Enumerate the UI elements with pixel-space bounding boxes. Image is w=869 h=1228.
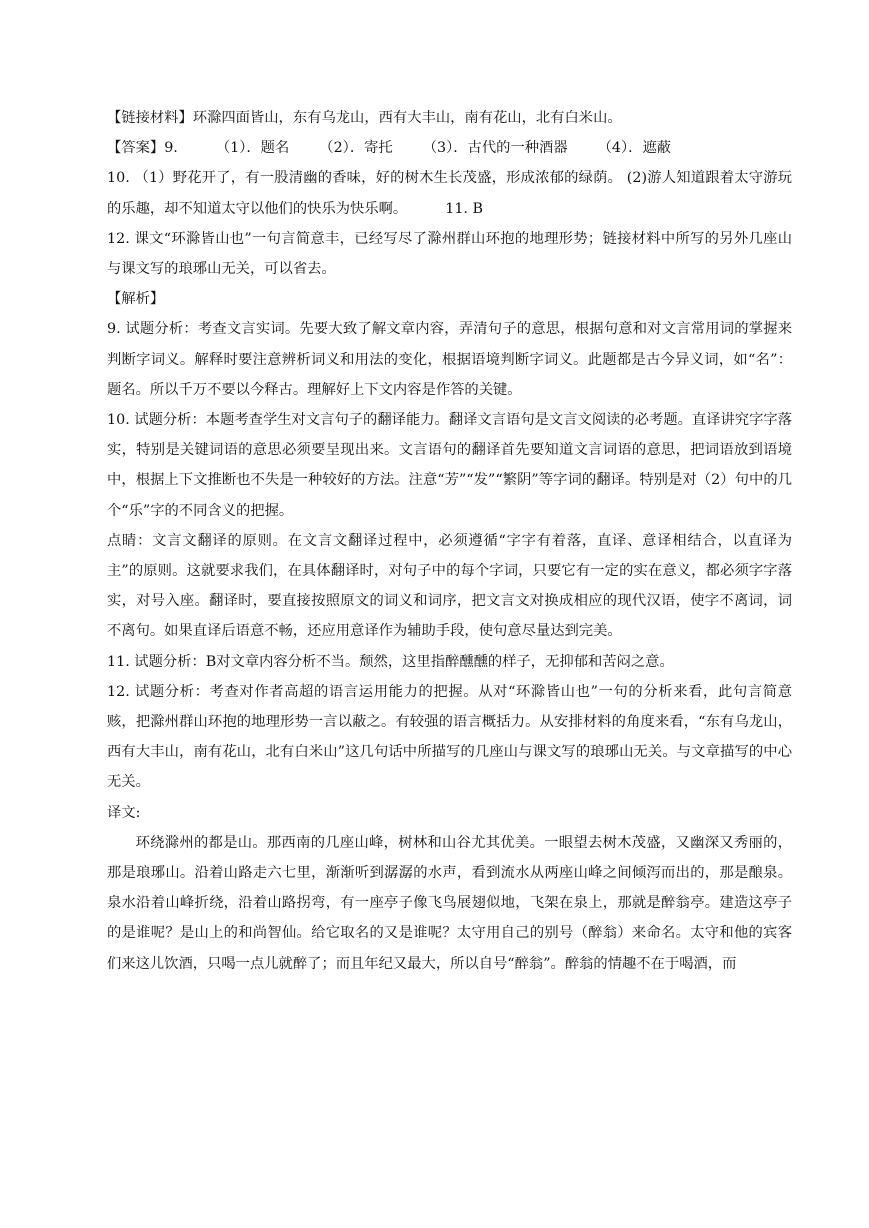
answer-paragraph (107, 133, 792, 163)
analysis-q12-paragraph: 12. 试题分析：考查对作者高超的语言运用能力的把握。从对“环滁皆山也”一句的分析来看，此句言简意赅，把滁州群山环抱的地理形势一言以蔽之。有较强的语言概括力。从安排材料的角度来看，“东有乌龙山，西有大丰山，南有花山，北有白米山”这几句话中所描写的几座山与课文写的琅琊山无关。与文章描写的中心无关。 (107, 683, 792, 791)
analysis-tip-paragraph: 点睛：文言文翻译的原则。在文言文翻译过程中，必须遵循“字字有着落，直译、意译相结合，以直译为主”的原则。这就要求我们，在具体翻译时，对句子中的每个字词，只要它有一定的实在意义，都必须字字落实，对号入座。翻译时，要直接按照原文的词义和词序，把文言文对换成相应的现代汉语，使字不离词，词不离句。如果直译后语意不畅，还应用意译作为辅助手段，使句意尽量达到完美。 (107, 532, 792, 640)
link-material-text: 环滁四面皆山，东有乌龙山，西有大丰山，南有花山，北有白米山。 (192, 110, 622, 126)
answer-q9-number: 9. (164, 140, 178, 157)
analysis-q10-paragraph: 10. 试题分析：本题考查学生对文言句子的翻译能力。翻译文言语句是文言文阅读的必考题。直译讲究字字落实，特别是关键词语的意思必须要呈现出来。文言语句的翻译首先要知道文言词语的意思，把词语放到语境中，根据上下文推断也不失是一种较好的方法。注意“芳”“发”“繁阴”等字词的翻译。特别是对（2）句中的几个“乐”字的不同含义的把握。 (107, 412, 792, 519)
link-material-paragraph (107, 103, 792, 133)
answer-q10-text: 10. （1）野花开了，有一股清幽的香味，好的树木生长茂盛，形成浓郁的绿荫。 (2)游人知道跟着太守游玩的乐趣，却不知道太守以他们的快乐为快乐啊。 (107, 170, 792, 217)
translation-paragraph: 环绕滁州的都是山。那西南的几座山峰，树林和山谷尤其优美。一眼望去树木茂盛，又幽深又秀丽的，那是琅琊山。沿着山路走六七里，渐渐听到潺潺的水声，看到流水从两座山峰之间倾泻而出的，那是酿泉。泉水沿着山峰折绕，沿着山路拐弯，有一座亭子像飞鸟展翅似地，飞架在泉上，那就是醉翁亭。建造这亭子的是谁呢？是山上的和尚智仙。给它取名的又是谁呢？太守用自己的别号（醉翁）来命名。太守和他的宾客们来这儿饮酒，只喝一点儿就醉了；而且年纪又最大，所以自号“醉翁”。醉翁的情趣不在于喝酒，而 (107, 834, 792, 972)
answer-q9-item-3: （3）．古代的一种酒器 (422, 140, 568, 157)
link-material-label: 【链接材料】 (107, 110, 193, 126)
answer-q9-item-1: （1）．题名 (215, 140, 290, 157)
answer-q10-q11-paragraph (107, 163, 792, 223)
translation-label: 译文: (107, 804, 141, 821)
analysis-label: 【解析】 (107, 291, 165, 308)
answer-q9-item-2: （2）．寄托 (319, 140, 393, 157)
answer-label: 【答案】 (107, 140, 165, 157)
answer-q12-paragraph: 12. 课文“环滁皆山也”一句言简意丰，已经写尽了滁州群山环抱的地理形势；链接材料中所写的另外几座山与课文写的琅琊山无关，可以省去。 (107, 230, 792, 278)
analysis-q9-paragraph: 9. 试题分析：考查文言实词。先要大致了解文章内容，弄清句子的意思，根据句意和对文言常用词的掌握来判断字词义。解释时要注意辨析词义和用法的变化，根据语境判断字词义。此题都是古今异义词，如“名”：题名。所以千万不要以今释古。理解好上下文内容是作答的关键。 (107, 321, 792, 398)
answer-q11-text: 11. B (445, 200, 484, 217)
analysis-q11-paragraph: 11. 试题分析：B对文章内容分析不当。颓然，这里指醉醺醺的样子，无抑郁和苦闷之意。 (107, 653, 674, 670)
answer-q9-item-4: （4）．遮蔽 (597, 140, 672, 157)
